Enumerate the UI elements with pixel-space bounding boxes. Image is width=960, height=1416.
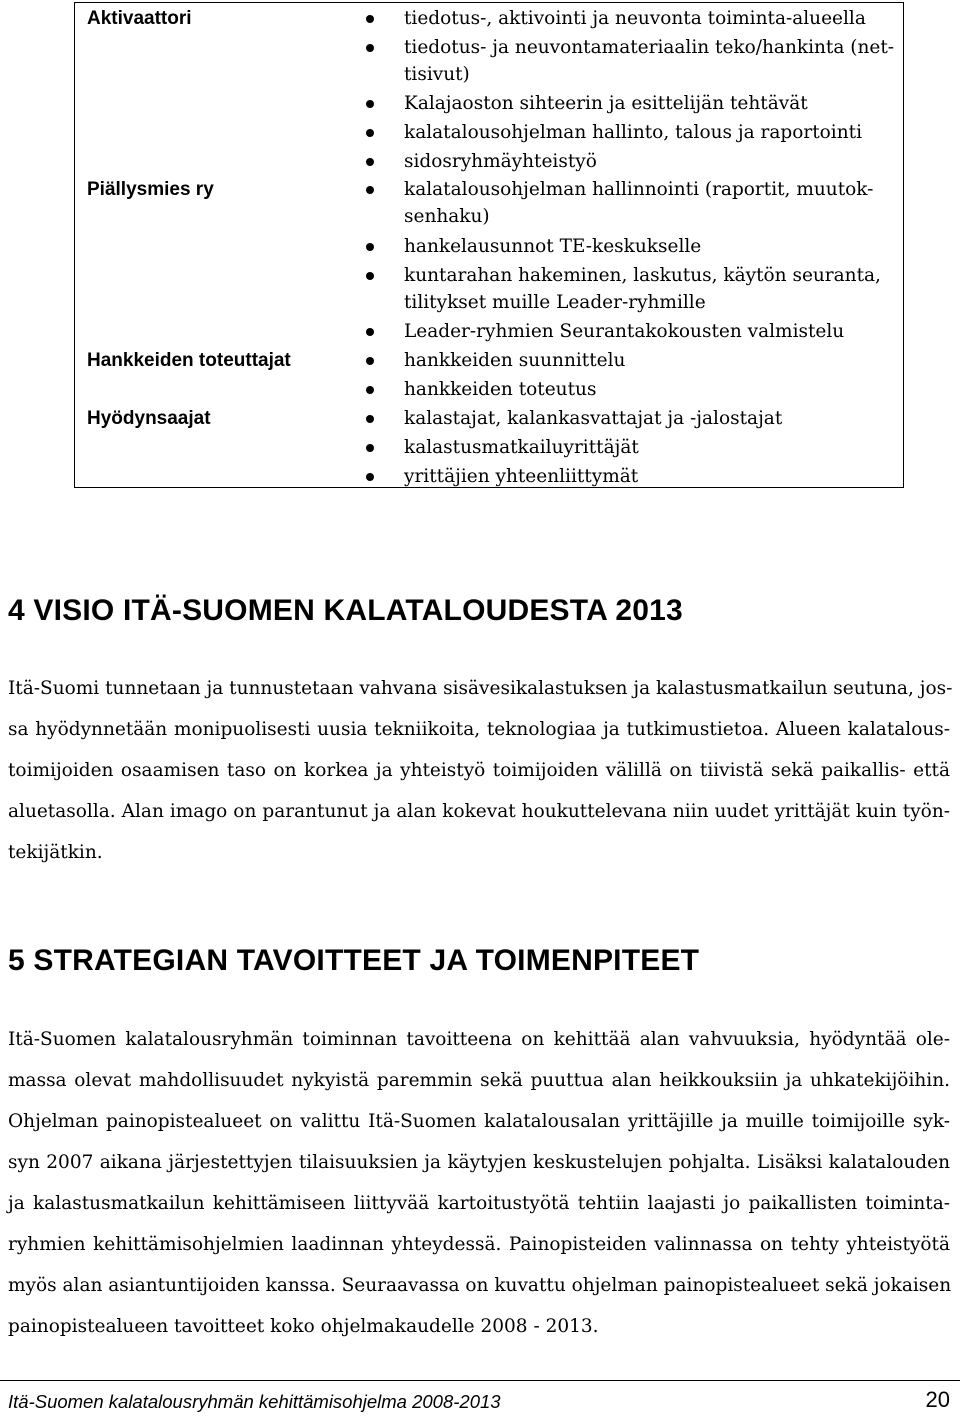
table-list-item: hankkeiden suunnittelu	[404, 350, 626, 371]
bullet-icon	[366, 444, 374, 452]
bullet-icon	[366, 357, 374, 365]
table-list-item: tisivut)	[404, 64, 470, 85]
bullet-icon	[366, 44, 374, 52]
section-5-paragraph	[8, 1028, 950, 1356]
paragraph-line: sa hyödynnetään monipuolisesti uusia tekniikoita, teknologiaa ja tutkimustietoa. Alueen kalatalous-	[8, 719, 950, 740]
section-5-heading: 5 STRATEGIAN TAVOITTEET JA TOIMENPITEET	[8, 944, 700, 977]
bullet-icon	[366, 15, 374, 23]
table-list-item: kalastusmatkailuyrittäjät	[404, 437, 639, 458]
role-label-piallysmies: Piällysmies ry	[87, 179, 214, 200]
paragraph-line: aluetasolla. Alan imago on parantunut ja alan kokevat houkuttelevana niin uudet yrittäjät kuin työn-	[8, 801, 950, 822]
bullet-icon	[366, 243, 374, 251]
paragraph-line: toimijoiden osaamisen taso on korkea ja yhteistyö toimijoiden välillä on tiivistä sekä paikallis- että	[8, 760, 950, 781]
bullet-icon	[366, 158, 374, 166]
bullet-icon	[366, 129, 374, 137]
paragraph-line: myös alan asiantuntijoiden kanssa. Seuraavassa on kuvattu ohjelman painopistealueet sekä jokaisen	[8, 1275, 952, 1296]
bullet-icon	[366, 473, 374, 481]
table-list-item: senhaku)	[404, 206, 490, 227]
paragraph-line: tekijätkin.	[8, 842, 103, 863]
paragraph-line: ryhmien kehittämisohjelmien laadinnan yhteydessä. Painopisteiden valinnassa on tehty yhteistyötä	[8, 1234, 950, 1255]
role-label-aktivaattori: Aktivaattori	[87, 8, 192, 29]
section-4-heading: 4 VISIO ITÄ-SUOMEN KALATALOUDESTA 2013	[8, 594, 683, 627]
table-list-item: kalatalousohjelman hallinnointi (raportit, muutok-	[404, 179, 874, 200]
table-list-item: kalatalousohjelman hallinto, talous ja raportointi	[404, 122, 862, 143]
role-label-hyodynsaajat: Hyödynsaajat	[87, 408, 211, 429]
table-list-item: hankkeiden toteutus	[404, 379, 597, 400]
paragraph-line: Itä-Suomen kalatalousryhmän toiminnan tavoitteena on kehittää alan vahvuuksia, hyödyntää ole-	[8, 1029, 950, 1050]
bullet-icon	[366, 415, 374, 423]
table-list-item: tiedotus-, aktivointi ja neuvonta toiminta-alueella	[404, 8, 866, 29]
table-list-item: kalastajat, kalankasvattajat ja -jalostajat	[404, 408, 783, 429]
section-4-paragraph	[8, 677, 953, 882]
paragraph-line: Ohjelman painopistealueet on valittu Itä-Suomen kalatalousalan yrittäjille ja muille toimijoille syk-	[8, 1111, 950, 1132]
paragraph-line: ja kalastusmatkailun kehittämiseen liittyvää kartoitustyötä tehtiin laajasti jo paikallisten toiminta-	[8, 1193, 950, 1214]
footer-title: Itä-Suomen kalatalousryhmän kehittämisohjelma 2008-2013	[8, 1391, 501, 1412]
paragraph-line: massa olevat mahdollisuudet nykyistä paremmin sekä puuttua alan heikkouksiin ja uhkatekijöihin.	[8, 1070, 950, 1091]
paragraph-line: painopistealueen tavoitteet koko ohjelmakaudelle 2008 - 2013.	[8, 1316, 599, 1337]
table-list-item: kuntarahan hakeminen, laskutus, käytön seuranta,	[404, 265, 881, 286]
bullet-icon	[366, 386, 374, 394]
table-list-item: hankelausunnot TE-keskukselle	[404, 236, 702, 257]
bullet-icon	[366, 100, 374, 108]
table-list-item: Kalajaoston sihteerin ja esittelijän tehtävät	[404, 93, 808, 114]
table-list-item: tilitykset muille Leader-ryhmille	[404, 292, 706, 313]
role-label-hankkeiden-toteuttajat: Hankkeiden toteuttajat	[87, 350, 291, 371]
bullet-icon	[366, 328, 374, 336]
table-list-item: Leader-ryhmien Seurantakokousten valmistelu	[404, 321, 845, 342]
table-list-item: sidosryhmäyhteistyö	[404, 151, 597, 172]
footer-divider	[0, 1380, 960, 1381]
table-list-item: tiedotus- ja neuvontamateriaalin teko/hankinta (net-	[404, 37, 895, 58]
paragraph-line: Itä-Suomi tunnetaan ja tunnustetaan vahvana sisävesikalastuksen ja kalastusmatkailun seutuna, jos-	[8, 678, 953, 699]
bullet-icon	[366, 272, 374, 280]
table-list-item: yrittäjien yhteenliittymät	[404, 466, 639, 487]
page-number: 20	[925, 1387, 950, 1412]
paragraph-line: syn 2007 aikana järjestettyjen tilaisuuksien ja käytyjen keskustelujen pohjalta. Lisäksi kalatalouden	[8, 1152, 950, 1173]
roles-table	[74, 2, 904, 488]
bullet-icon	[366, 186, 374, 194]
